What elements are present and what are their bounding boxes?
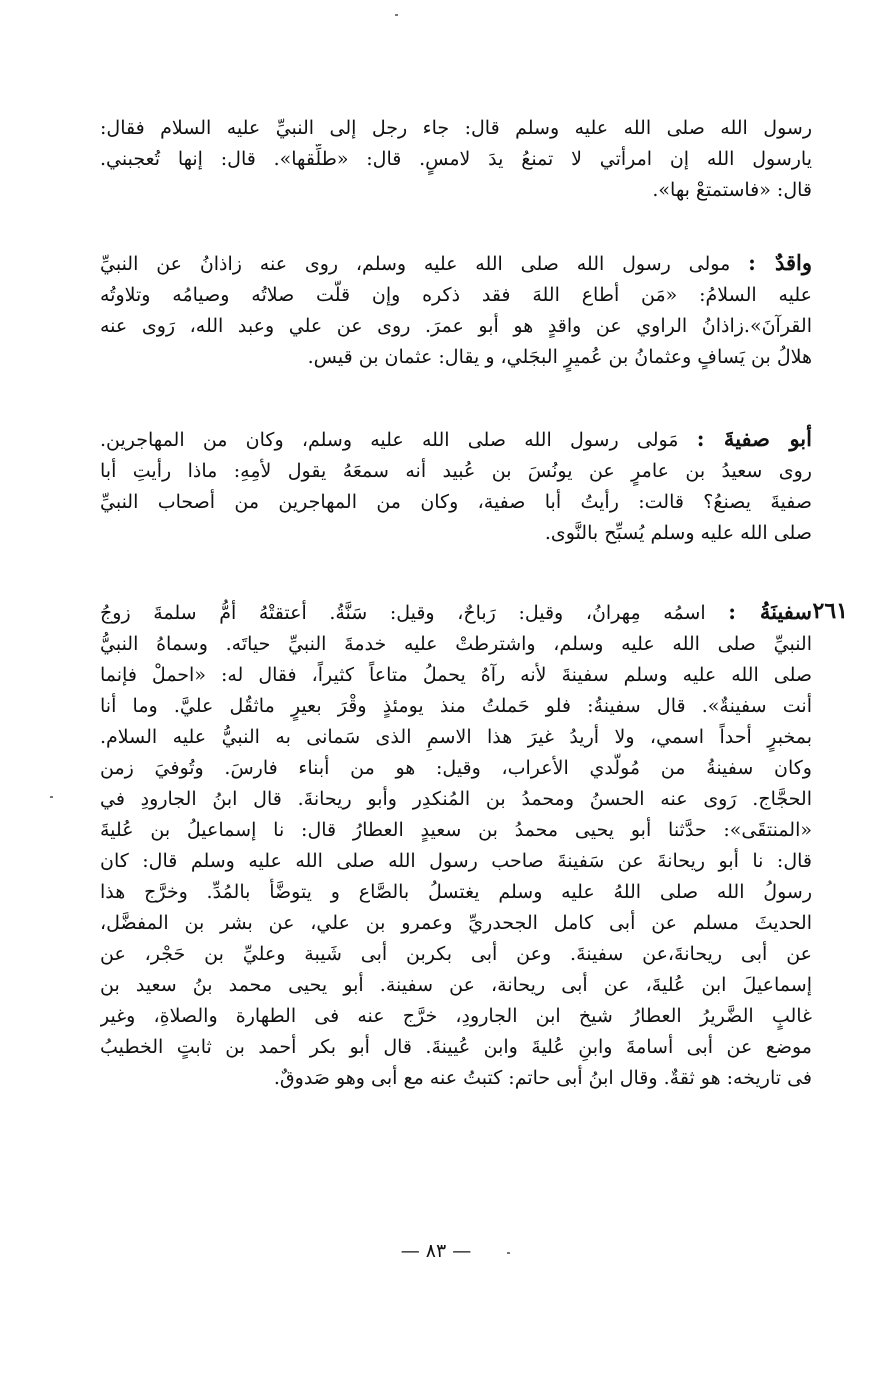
paragraph-continuation xyxy=(100,113,812,206)
text-line: صلى الله عليه وسلم يُسبِّح بالنَّوى. xyxy=(544,522,812,544)
text-line: القرآنَ».زاذانُ الراوي عن واقدٍ هو أبو عمرَ. روى عن علي وعبد الله، رَوى عنه xyxy=(100,315,812,337)
text-line: قال: «فاستمتعْ بها». xyxy=(652,179,812,201)
text-line: يارسول الله إن امرأتي لا تمنعُ يدَ لامسٍ. قال: «طلِّقها». قال: إنها تُعجبني. xyxy=(100,148,812,170)
text-line: النبيِّ صلى الله عليه وسلم، واشترطتْ عليه خدمةَ النبيِّ حياتَه. وسماهُ النبيُّ xyxy=(100,633,812,655)
text-line: الحجَّاج. رَوى عنه الحسنُ ومحمدُ بن المُنكدِر وأبو ريحانةَ. قال ابنُ الجارودِ في xyxy=(100,788,812,810)
text-line: عليه السلامُ: «مَن أطاع اللهَ فقد ذكره وإن قلَّت صلاتُه وصيامُه وتلاوتُه xyxy=(100,284,812,306)
text-line: موضع عن أبى أسامةَ وابنِ عُليةَ وابن عُيينةَ. قال أبو بكر أحمد بن ثابتٍ الخطيبُ xyxy=(100,1036,812,1058)
text-line: عن أبى ريحانةَ،عن سفينةَ. وعن أبى بكربن أبى شَيبة وعليِّ بن حَجْر، عن xyxy=(100,943,812,965)
entry-number: ٢٦١ xyxy=(812,598,848,624)
entry-text: اسمُه مِهرانُ، وقيل: رَباحٌ، وقيل: سَنَّةُ. أعتقتْهُ أمُّ سلمةَ زوجُ xyxy=(100,602,706,624)
entry-headword: أبو صفيةَ : xyxy=(696,426,812,451)
text-line xyxy=(100,247,812,280)
scan-speck xyxy=(50,796,53,798)
text-line: وكان سفينةُ من مُولَّدي الأعراب، وقيل: هو من أبناء فارسَ. وتُوفيَ زمن xyxy=(100,757,812,779)
entry-safina xyxy=(100,596,812,1094)
text-line: أنت سفينةٌ». قال سفينةُ: فلو حَملتُ منذ يومئذٍ وقْرَ بعيرٍ ماثقُل عليَّ. وما أنا xyxy=(100,695,812,717)
entry-text: مَولى رسول الله صلى الله عليه وسلم، وكان من المهاجرين. xyxy=(100,429,679,451)
text-line: روى سعيدُ بن عامرٍ عن يونُسَ بن عُبيد أنه سمعَهُ يقول لأمِهِ: ماذا رأيتِ أبا xyxy=(100,460,812,482)
text-line: بمخبرٍ أحداً اسمي، ولا أريدُ غيرَ هذا الاسمِ الذى سَمانى به النبيُّ عليه السلام. xyxy=(100,726,812,748)
entry-headword: واقدٌ : xyxy=(748,250,812,275)
entry-abu-safiyya xyxy=(100,423,812,549)
entry-waqid xyxy=(100,247,812,373)
text-line xyxy=(100,596,812,629)
scan-speck xyxy=(395,14,398,16)
entry-headword: سفينَةُ : xyxy=(728,599,812,624)
text-line: قال: نا أبو ريحانةَ عن سَفينةَ صاحب رسول الله صلى الله عليه وسلم قال: كان xyxy=(100,850,812,872)
text-line: فى تاريخه: هو ثقةٌ. وقال ابنُ أبى حاتم: كتبتُ عنه مع أبى وهو صَدوقٌ. xyxy=(273,1067,812,1089)
text-line: إسماعيلَ ابن عُليةَ، عن أبى ريحانة، عن سفينة. أبو يحيى محمد بنُ سعيد بن xyxy=(100,974,812,996)
text-line: غالبٍ الضَّريرُ العطارُ شيخ ابن الجارودِ، خرَّج عنه فى الطهارة والصلاةِ، وغير xyxy=(100,1005,812,1027)
text-line xyxy=(100,423,812,456)
text-line: صلى الله عليه وسلم سفينةَ لأنه رآهُ يحملُ متاعاً كثيراً، فقال له: «احملْ فإنما xyxy=(100,664,812,686)
page-number: — ٨٣ — xyxy=(400,1240,472,1262)
text-line: رسولُ الله صلى اللهُ عليه وسلم يغتسلُ بالصَّاع و يتوضَّأُ بالمُدِّ. وخرَّج هذا xyxy=(100,881,812,903)
text-line: صفيةَ يصنعُ؟ قالت: رأيتُ أبا صفية، وكان من المهاجرين من أصحاب النبيِّ xyxy=(100,491,812,513)
text-line: «المنتقَى»: حدَّثنا أبو يحيى محمدُ بن سعيدٍ العطارُ قال: نا إسماعيلُ بن عُليةَ xyxy=(100,819,812,841)
text-line: هلالُ بن يَسافٍ وعثمانُ بن عُميرٍ البجَلي، و يقال: عثمان بن قيس. xyxy=(307,346,812,368)
text-line: الحديثَ مسلم عن أبى كامل الجحدريِّ وعمرو بن علي، عن بشر بن المفضَّل، xyxy=(100,912,812,934)
text-line: رسول الله صلى الله عليه وسلم قال: جاء رجل إلى النبيِّ عليه السلام فقال: xyxy=(100,117,812,139)
entry-text: مولى رسول الله صلى الله عليه وسلم، روى عنه زاذانُ عن النبيِّ xyxy=(100,253,731,275)
